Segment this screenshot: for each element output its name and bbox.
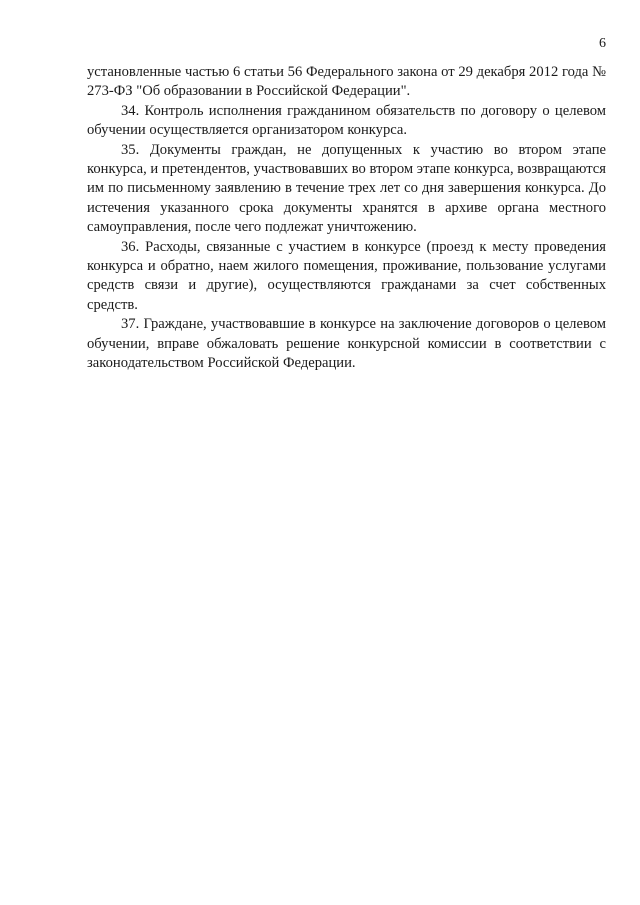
page-number: 6 xyxy=(599,36,606,51)
paragraph-35: 35. Документы граждан, не допущенных к участию во втором этапе конкурса, и претендентов, участвовавших во втором этапе конкурса, возвращаются им по письменному заявлению в течение трех лет со дня завершения конкурса. До истечения указанного срока документы хранятся в архиве органа местного самоуправления, после чего подлежат уничтожению. xyxy=(87,141,606,236)
paragraph-36: 36. Расходы, связанные с участием в конкурсе (проезд к месту проведения конкурса и обратно, наем жилого помещения, проживание, пользование услугами средств связи и другие), осуществляются гражданами за счет собственных средств. xyxy=(87,238,606,313)
paragraph-continuation: установленные частью 6 статьи 56 Федерального закона от 29 декабря 2012 года № 273-ФЗ "Об образовании в Российской Федерации". xyxy=(87,64,606,100)
paragraph-37: 37. Граждане, участвовавшие в конкурсе на заключение договоров о целевом обучении, вправе обжаловать решение конкурсной комиссии в соответствии с законодательством Российской Федерации. xyxy=(87,316,606,372)
paragraph-34: 34. Контроль исполнения гражданином обязательств по договору о целевом обучении осуществляется организатором конкурса. xyxy=(87,102,606,139)
document-body xyxy=(87,63,606,374)
